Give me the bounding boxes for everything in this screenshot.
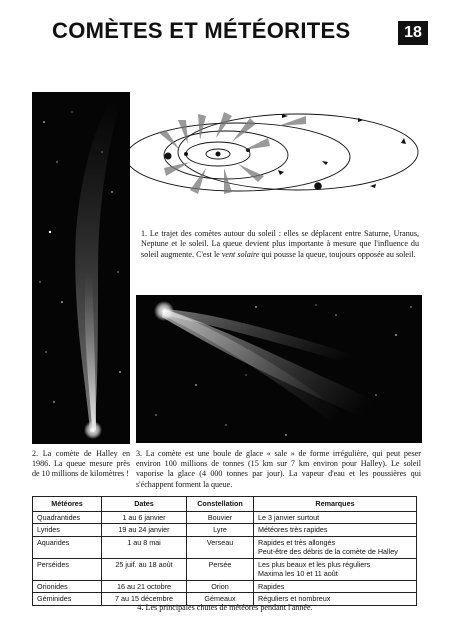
- meteor-name: Quadrantides: [33, 511, 102, 524]
- meteor-remarks: Les plus beaux et les plus réguliers Maxima les 10 et 11 août: [254, 558, 417, 580]
- snowball-caption: 3. La comète est une boule de glace « sale » de forme irrégulière, qui peut peser environ 100 millions de tonnes (15 km sur 7 km environ pour Halley). Le soleil vaporise la glace (4 000 tonnes par jour). La vapeur d'eau et les poussières qui s'échappent forment la queue.: [136, 449, 421, 489]
- meteor-constellation: Lyre: [187, 524, 254, 537]
- arrow-icon: [358, 118, 364, 122]
- meteor-constellation: Persée: [187, 558, 254, 580]
- meteor-name: Orionides: [33, 580, 102, 593]
- comet-orbit-diagram: [128, 102, 428, 212]
- meteor-name: Géminides: [33, 593, 102, 606]
- meteor-remarks: Rapides: [254, 580, 417, 593]
- comet-tail-icon: [224, 168, 232, 194]
- planet-icon: [314, 182, 322, 190]
- arrow-icon: [370, 184, 376, 188]
- comet-tail-icon: [198, 114, 206, 140]
- meteor-dates: 19 au 24 janvier: [102, 524, 187, 537]
- meteor-name: Perséides: [33, 558, 102, 580]
- meteor-constellation: Bouvier: [187, 511, 254, 524]
- column-header: Dates: [102, 497, 187, 512]
- meteor-name: Lyrides: [33, 524, 102, 537]
- comet-photo: [136, 295, 422, 443]
- arrow-icon: [322, 161, 328, 165]
- halley-caption: 2. La comète de Halley en 1986. La queue mesure près de 10 millions de kilomètres !: [32, 449, 130, 479]
- meteor-remarks: Réguliers et nombreux: [254, 593, 417, 606]
- meteor-remarks: Le 3 janvier surtout: [254, 511, 417, 524]
- orbit-caption: 1. Le trajet des comètes autour du soleil : elles se déplacent entre Saturne, Uranus, Neptune et le soleil. La queue devient plus importante à mesure que l'influence du soleil augmente. C'est le vent solaire qui pousse la queue, toujours opposée au soleil.: [141, 229, 419, 259]
- meteor-constellation: Orion: [187, 580, 254, 593]
- table-row: [33, 511, 417, 524]
- meteor-remarks: Météores très rapides: [254, 524, 417, 537]
- table-caption: 4. Les principales chutes de météores pendant l'année.: [137, 603, 313, 612]
- comet-tail-icon: [238, 164, 264, 182]
- meteor-dates: 7 au 15 décembre: [102, 593, 187, 606]
- column-header: Constellation: [187, 497, 254, 512]
- sun-icon: [216, 152, 221, 157]
- table-row: [33, 558, 417, 580]
- comet-tail-icon: [232, 118, 256, 142]
- column-header: Météores: [33, 497, 102, 512]
- meteor-dates: 1 au 8 mai: [102, 536, 187, 558]
- meteor-name: Aquarides: [33, 536, 102, 558]
- comet-tail-icon: [216, 112, 232, 138]
- meteor-constellation: Verseau: [187, 536, 254, 558]
- table-row: [33, 580, 417, 593]
- meteor-dates: 25 juif. au 18 août: [102, 558, 187, 580]
- arrow-icon: [278, 170, 284, 175]
- meteor-showers-table: [32, 496, 417, 606]
- meteor-constellation: Gémeaux: [187, 593, 254, 606]
- table-row: [33, 524, 417, 537]
- halley-comet-photo: [32, 92, 130, 444]
- comet-tail-icon: [244, 138, 270, 150]
- meteor-remarks: Rapides et très allongés Peut-être des débris de la comète de Halley: [254, 536, 417, 558]
- page-number: 18: [398, 21, 428, 45]
- table-row: [33, 536, 417, 558]
- planet-icon: [184, 152, 188, 156]
- page-title: COMÈTES ET MÉTÉORITES: [52, 18, 351, 43]
- meteor-dates: 16 au 21 octobre: [102, 580, 187, 593]
- arrow-icon: [401, 138, 406, 144]
- column-header: Remarques: [254, 497, 417, 512]
- table-header-row: [33, 497, 417, 512]
- planet-orbit: [164, 131, 288, 179]
- planet-icon: [165, 153, 172, 160]
- meteor-dates: 1 au 6 janvier: [102, 511, 187, 524]
- comet-tail-icon: [190, 168, 206, 194]
